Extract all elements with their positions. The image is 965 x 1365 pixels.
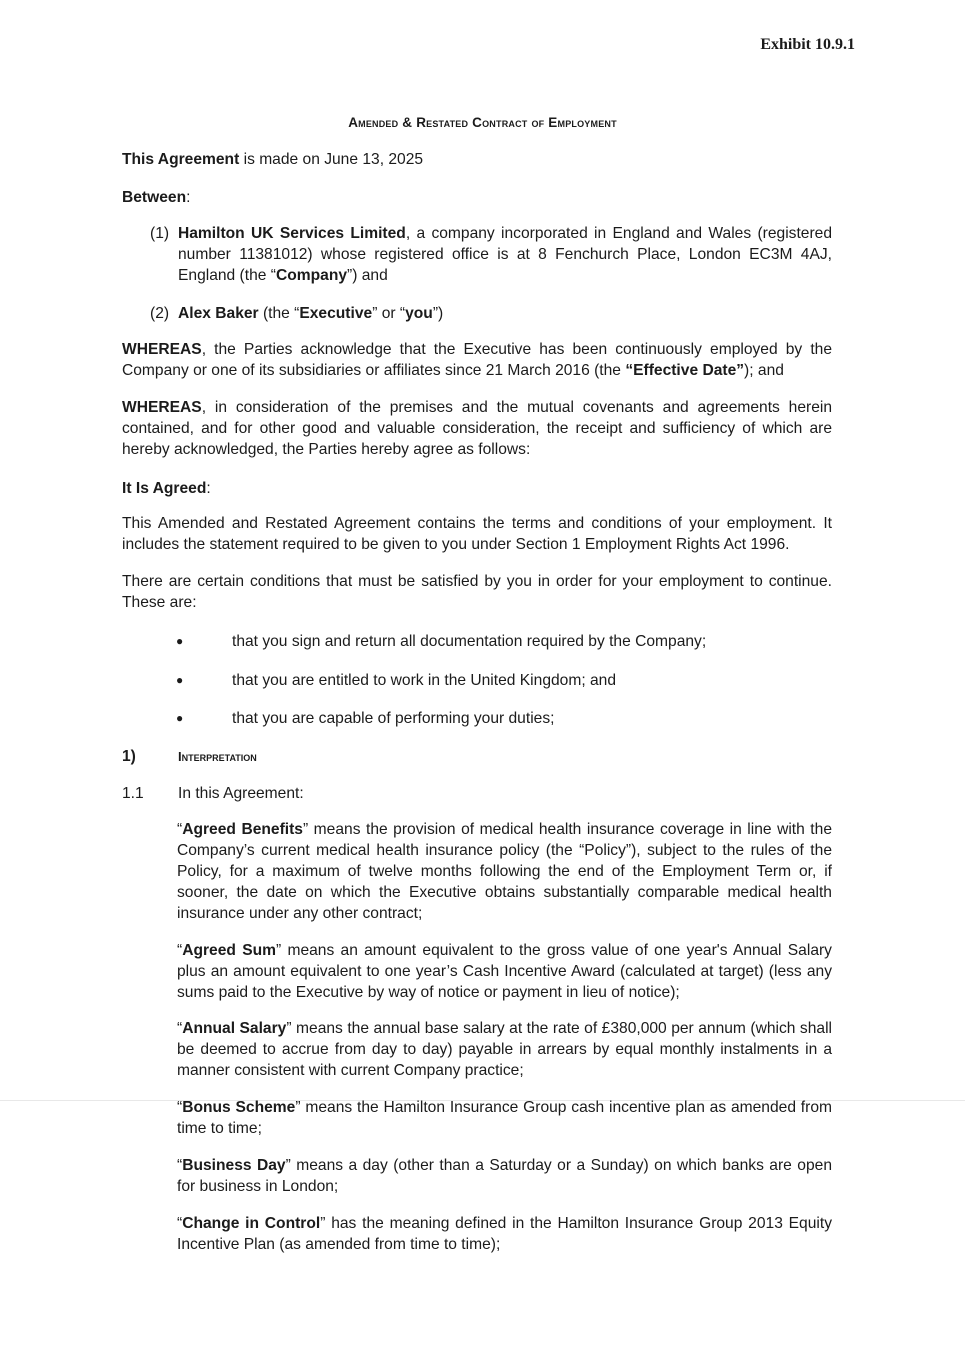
section-heading-interpretation [122,746,257,767]
intro-paragraph: This Amended and Restated Agreement contains the terms and conditions of your employment. It includes the statement required to be given to you under Section 1 Employment Rights Act 1996. [122,515,832,553]
agreement-date-line [122,149,832,170]
list-item: ● that you are entitled to work in the United Kingdom; and [176,672,617,689]
definition-bonus-scheme: “Bonus Scheme” means the Hamilton Insurance Group cash incentive plan as amended from time to time; [177,1099,832,1137]
definition-agreed-sum: “Agreed Sum” means an amount equivalent to the gross value of one year's Annual Salary plus an amount equivalent to one year’s Cash Incentive Award (calculated at target) (less any sums paid to the Executive by way of notice or payment in lieu of notice); [177,942,832,1001]
exhibit-label: Exhibit 10.9.1 [760,36,855,53]
it-is-agreed-heading: It Is Agreed: [122,480,211,497]
clause-number: 1.1 [122,785,144,802]
bullet-icon: ● [176,673,184,687]
whereas-clause-2: WHEREAS, in consideration of the premises and the mutual covenants and agreements herein contained, and for other good and valuable consideration, the receipt and sufficiency of which are hereby acknowledged, the Parties hereby agree as follows: [122,399,832,458]
party-2-text: Alex Baker (the “Executive” or “you”) [178,305,444,322]
intro-lead: This Agreement [122,151,240,168]
conditions-paragraph: There are certain conditions that must be satisfied by you in order for your employment to continue. These are: [122,573,832,611]
section-number: 1) [122,748,136,765]
section-title: Interpretation [178,749,257,764]
document-title: Amended & Restated Contract of Employment [348,115,617,130]
party-1 [150,223,832,286]
definition-change-in-control: “Change in Control” has the meaning defined in the Hamilton Insurance Group 2013 Equity Incentive Plan (as amended from time to time); [177,1215,832,1253]
clause-text: In this Agreement: [178,785,304,802]
intro-rest: is made on June 13, 2025 [239,151,424,168]
bullet-icon: ● [176,634,184,648]
definition-business-day: “Business Day” means a day (other than a Saturday or a Sunday) on which banks are open for business in London; [177,1157,832,1195]
party-2 [150,303,832,324]
between-heading: Between: [122,189,191,206]
party-2-number: (2) [150,305,170,322]
list-item: ● that you are capable of performing your duties; [176,710,555,727]
list-item: ● that you sign and return all documentation required by the Company; [176,633,707,650]
definition-agreed-benefits: “Agreed Benefits” means the provision of medical health insurance coverage in line with the Company’s current medical health insurance policy (the “Policy”), subject to the rules of the Policy, for a maximum of twelve months following the end of the Employment Term or, if sooner, the date on which the Executive obtains substantially comparable medical health insurance under any other contract; [177,821,832,922]
definition-annual-salary: “Annual Salary” means the annual base salary at the rate of £380,000 per annum (which shall be deemed to accrue from day to day) payable in arrears by equal monthly instalments in a manner consistent with current Company practice; [177,1020,832,1079]
party-1-number: (1) [150,225,170,242]
party-1-text: Hamilton UK Services Limited, a company incorporated in England and Wales (registered number 11381012) whose registered office is at 8 Fenchurch Place, London EC3M 4AJ, England (the “Company”) and [178,225,832,284]
bullet-icon: ● [176,711,184,725]
whereas-clause-1: WHEREAS, the Parties acknowledge that the Executive has been continuously employed by the Company or one of its subsidiaries or affiliates since 21 March 2016 (the “Effective Date”); and [122,341,832,379]
clause-1-1 [122,783,304,804]
